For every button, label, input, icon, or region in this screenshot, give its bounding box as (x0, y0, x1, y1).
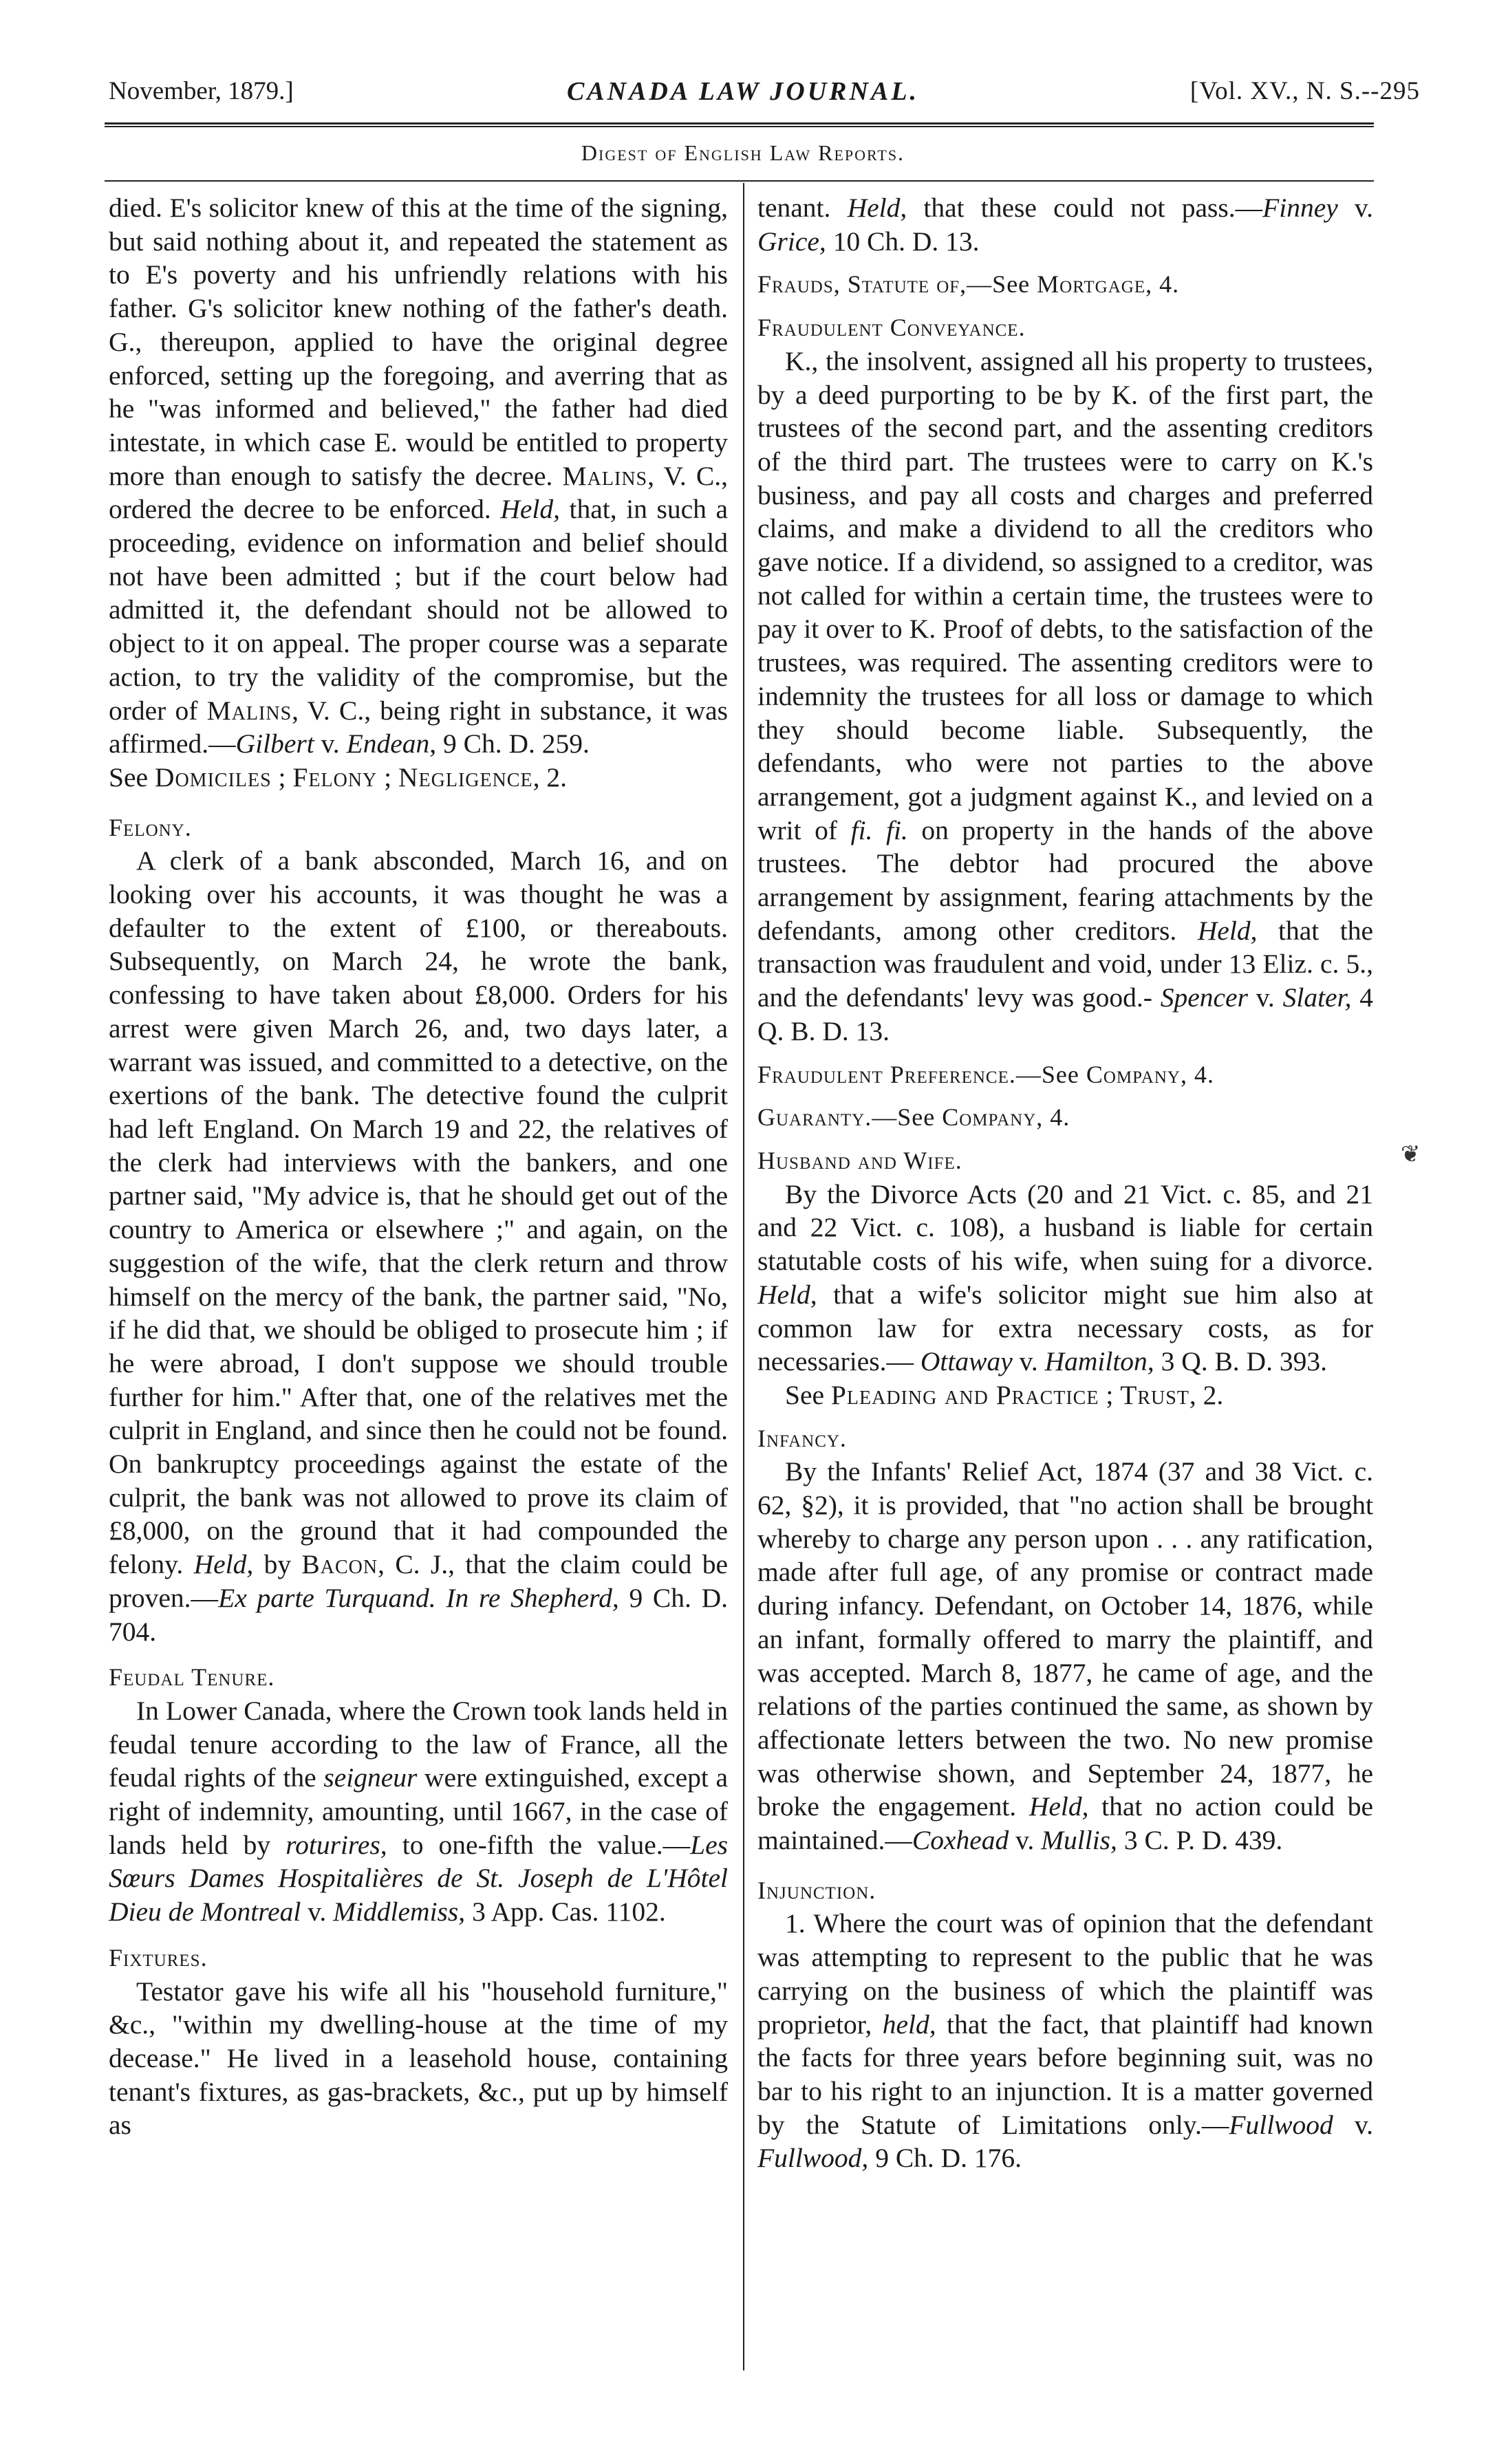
text: died. E's solicitor knew of this at the time of the signing, but said nothing about it, and repeated the statement as to E's poverty and his unfriendly relations with his father. G's solicitor knew nothing of the father's death. G., thereupon, applied to have the original degree enforced, setting up the foregoing, and averring that as he "was informed and believed," the father had died intestate, in which case E. would be entitled to property more than enough to satisfy the decree. (109, 193, 728, 491)
text: v. (1247, 982, 1283, 1013)
text: by (253, 1549, 302, 1580)
heading-text: Guaranty. (757, 1103, 872, 1132)
section-rule (105, 180, 1374, 182)
judge-name: Bacon (301, 1549, 378, 1580)
case-name: Slater, (1282, 982, 1352, 1013)
heading-guaranty (757, 1101, 1373, 1134)
text: —See (872, 1103, 943, 1132)
text: tenant. (757, 193, 848, 223)
text: ; (271, 761, 293, 792)
text: on property in the hands of the above trustees. The debtor had procured the above arrangement by assignment, fearing attachments by the defendants, among other creditors. (757, 814, 1373, 946)
text: , V. C., being right in substance, it was affirmed.— (109, 695, 729, 759)
heading-text: Fraudulent Preference. (757, 1060, 1016, 1088)
citation: , 9 Ch. D. 259. (429, 728, 590, 759)
margin-ornament-icon: ❦ (1401, 1142, 1421, 1167)
case-name: Endean (346, 728, 430, 759)
heading-husband-and-wife: Husband and Wife. (757, 1146, 962, 1174)
text: , 4. (1036, 1103, 1070, 1132)
case-name: Gilbert (235, 728, 314, 759)
cross-reference: Company (942, 1103, 1037, 1132)
cross-reference: Pleading and Practice (830, 1379, 1099, 1410)
see-also-line (109, 761, 728, 795)
text: ; (1099, 1379, 1121, 1410)
foreign-term: roturires, (286, 1829, 387, 1860)
heading-feudal-tenure: Feudal Tenure. (109, 1663, 275, 1692)
cross-reference: Trust (1120, 1379, 1189, 1410)
heading-fraudulent-preference (757, 1058, 1373, 1092)
text: See (785, 1379, 831, 1410)
text: , 2. (1189, 1379, 1224, 1410)
heading-fraudulent-conveyance: Fraudulent Conveyance. (757, 314, 1026, 342)
case-name: Middlemiss, (333, 1896, 466, 1927)
text: 1. Where the court was of opinion that the defendant was attempting to represent to the public that he was carrying on the business of which the plaintiff was proprietor, (757, 1908, 1373, 2040)
citation: 3 C. P. D. 439. (1117, 1825, 1283, 1856)
citation: 3 App. Cas. 1102. (465, 1896, 666, 1927)
case-name: Ottaway (920, 1346, 1013, 1377)
text: that the transaction was fraudulent and void, under 13 Eliz. c. 5., and the defendants' levy was good.- (757, 915, 1373, 1013)
text: See (109, 761, 155, 792)
heading-frauds-statute (757, 268, 1373, 301)
text: that no action could be maintained.— (757, 1791, 1373, 1856)
text: In Lower Canada, where the Crown took lands held in feudal tenure according to the law of France, all the feudal rights of the (109, 1695, 728, 1793)
citation: 9 Ch. D. 176. (868, 2143, 1022, 2174)
feudal-paragraph (109, 1694, 728, 1929)
continued-paragraph (757, 191, 1373, 258)
case-name: Grice, (757, 226, 826, 257)
text: v. (1012, 1346, 1045, 1377)
fixtures-paragraph: Testator gave his wife all his "household furniture," &c., "within my dwelling-house at the time of my decease." He lived in a leasehold house, containing tenant's fixtures, as gas-brackets, &c., put up by himself as (109, 1976, 728, 2141)
case-name: Coxhead (912, 1825, 1009, 1856)
text: that, in such a proceeding, evidence on information and belief should not have been admitted ; but if the court below had admitted it, the defendant should not be allowed to object to it on appeal. The proper course was a separate action, to try the validity of the compromise, but the order of (109, 494, 728, 726)
heading-felony: Felony. (109, 813, 192, 841)
injunction-paragraph (757, 1907, 1373, 2175)
cross-reference: Domiciles (154, 761, 272, 792)
text: v. (1009, 1825, 1042, 1856)
cross-reference: Company (1086, 1060, 1181, 1088)
judge-name: Malins (206, 695, 292, 726)
husband-wife-paragraph (757, 1178, 1373, 1379)
section-title: Digest of English Law Reports. (581, 140, 905, 165)
text: v. (1333, 2109, 1374, 2140)
case-name: Mullis, (1041, 1825, 1117, 1856)
heading-infancy: Infancy. (757, 1424, 847, 1452)
citation: 3 Q. B. D. 393. (1154, 1346, 1327, 1377)
heading-text: Frauds, Statute of, (757, 270, 967, 299)
fraudulent-conveyance-paragraph (757, 345, 1373, 1048)
citation: 4 Q. B. D. 13. (757, 982, 1374, 1046)
text: —See (1015, 1060, 1086, 1088)
cross-reference: Felony (292, 761, 378, 792)
heading-injunction: Injunction. (757, 1876, 876, 1904)
text: K., the insolvent, assigned all his property to trustees, by a deed purporting to be by K. of the first part, the trustees of the second part, and the assenting creditors of the third part. The trustees were to carry on K.'s business, and pay all costs and charges and preferred claims, and make a dividend to all the creditors who gave notice. If a dividend, so assigned to a creditor, was not called for within a certain time, the trustees were to pay it over to K. Proof of debts, to the satisfaction of the trustees, was required. The assenting creditors were to indemnity the trustees for all loss or damage to which they should become liable. Subsequently, the defendants, who were not parties to the above arrangement, got a judgment against K., and levied on a writ of (757, 345, 1373, 845)
text: —See (967, 270, 1037, 299)
case-name: Fullwood, (757, 2143, 869, 2174)
held-word: Held, (500, 494, 560, 525)
held-word: Held, (1029, 1791, 1089, 1822)
text: that the fact, that plaintiff had known the facts for three years before beginning suit, was no bar to his right to an injunction. It is a matter governed by the Statute of Limitations only.— (757, 2009, 1373, 2140)
header-date: November, 1879.] (109, 77, 294, 105)
text: that a wife's solicitor might sue him also at common law for extra necessary costs, as for necessaries.— (757, 1279, 1373, 1377)
text: v. (301, 1896, 334, 1927)
text: v. (1337, 193, 1373, 223)
case-name: Ex parte Turquand. In re Shepherd, (218, 1582, 619, 1613)
held-word: held, (882, 2009, 936, 2040)
right-column (757, 191, 1373, 2175)
foreign-term: seigneur (323, 1762, 418, 1793)
text: By the Infants' Relief Act, 1874 (37 and 38 Vict. c. 62, §2), it is provided, that "no action shall be brought whereby to charge any person upon . . . any ratification, made after full age, of any promise or contract made during infancy. Defendant, on October 14, 1876, while an infant, formally offered to marry the plaintiff, and was accepted. March 8, 1877, he came of age, and the relations of the parties continued the same, as shown by affectionate letters between the two. No new promise was otherwise shown, and September 24, 1877, he broke the engagement. (757, 1456, 1373, 1822)
text: A clerk of a bank absconded, March 16, and on looking over his accounts, it was thought he was a defaulter to the extent of £100, or thereabouts. Subsequently, on March 24, he wrote the bank, confessing to have taken about £8,000. Orders for his arrest were given March 26, and, two days later, a warrant was issued, and committed to a detective, on the exertions of the bank. The detective found the culprit had left England. On March 19 and 22, the relatives of the clerk had interviews with the bankers, and one partner said, "My advice is, that he should get out of the country to America or elsewhere ;" and again, on the suggestion of the wife, that the clerk return and throw himself on the mercy of the bank, the partner said, "No, if he did that, we should be obliged to prosecute him ; if he were abroad, I don't suppose we should trouble further for him." After that, one of the relatives met the culprit in England, and since then he could not be found. On bankruptcy proceedings against the estate of the culprit, the bank was not allowed to prove its claim of £8,000, on the ground that it had compounded the felony. (109, 845, 728, 1580)
held-word: Held, (1197, 915, 1258, 946)
case-name: Hamilton, (1044, 1346, 1154, 1377)
case-name: Fullwood (1229, 2109, 1333, 2140)
text: , 4. (1145, 270, 1180, 299)
text: v. (314, 728, 347, 759)
left-column (109, 191, 728, 2142)
column-divider (743, 183, 744, 2370)
see-also-line (757, 1379, 1373, 1412)
text: to one-fifth the value.— (387, 1829, 691, 1860)
text: By the Divorce Acts (20 and 21 Vict. c. 85, and 21 and 22 Vict. c. 108), a husband is liable for certain statutable costs of his wife, when suing for a divorce. (757, 1178, 1373, 1277)
foreign-term: fi. fi. (850, 814, 908, 845)
judge-name: Malins (562, 460, 648, 491)
held-word: Held, (193, 1549, 254, 1580)
journal-title: CANADA LAW JOURNAL. (566, 77, 920, 106)
cross-reference: Mortgage (1037, 270, 1146, 299)
text: , 4. (1180, 1060, 1214, 1088)
header-rule-thin (105, 126, 1374, 127)
text: that these could not pass.— (907, 193, 1263, 223)
text: , C. J., that the claim could be proven.— (109, 1549, 728, 1613)
cross-reference: Negligence (398, 761, 533, 792)
text: , V. C., ordered the decree to be enforced. (109, 460, 728, 525)
header-volume: [Vol. XV., N. S.--295 (1189, 77, 1420, 105)
case-name: Spencer (1160, 982, 1248, 1013)
infancy-paragraph (757, 1455, 1373, 1857)
header-rule-thick (105, 122, 1374, 125)
case-name: Les Sœurs Dames Hospitalières de St. Joseph de L'Hôtel Dieu de Montreal (109, 1829, 728, 1927)
felony-paragraph (109, 844, 728, 1648)
text: , 2. (532, 761, 567, 792)
citation: 10 Ch. D. 13. (826, 226, 980, 257)
held-word: Held, (847, 193, 907, 223)
text: were extinguished, except a right of indemnity, amounting, until 1667, in the case of lands held by (109, 1762, 728, 1860)
continued-paragraph (109, 191, 728, 761)
heading-fixtures: Fixtures. (109, 1943, 208, 1971)
held-word: Held, (757, 1279, 817, 1310)
citation: 9 Ch. D. 704. (109, 1582, 729, 1647)
text: ; (377, 761, 398, 792)
case-name: Finney (1262, 193, 1338, 223)
